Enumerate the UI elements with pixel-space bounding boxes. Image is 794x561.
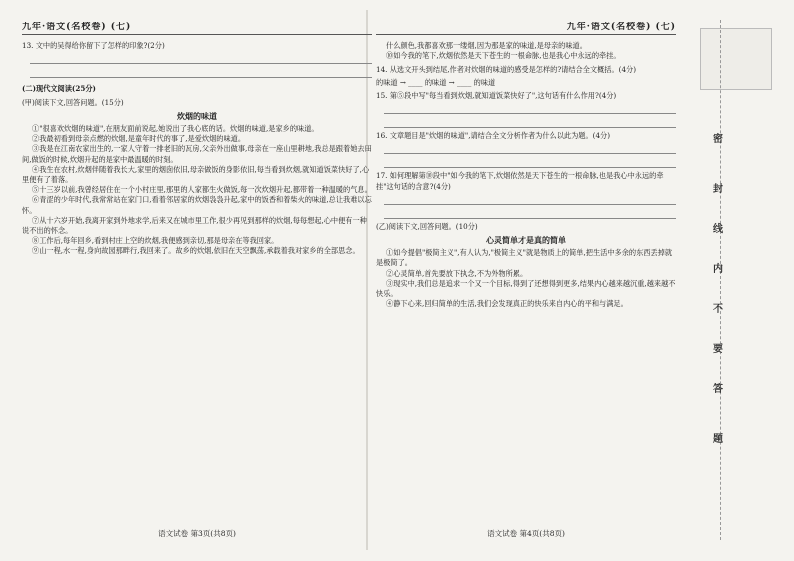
seal-char: 线 — [713, 224, 723, 235]
right-page-header: 九年·语文(名校卷) (七) — [376, 22, 676, 35]
seal-char: 不 — [713, 304, 723, 315]
essay-paragraph: ⑦从十六岁开始,我离开家到外地求学,后来又在城市里工作,很少再见到那样的炊烟,每每想起,心中便有一种说不出的怀念。 — [22, 215, 367, 236]
essay2-paragraph: ④静下心来,回归简单的生活,我们会发现真正的快乐来自内心的平和与满足。 — [386, 299, 628, 309]
essay-paragraph: ②我最初看到母亲点燃的炊烟,是童年时代的事了,是爱炊烟的味道。 — [32, 134, 246, 144]
essay2-paragraph: ②心灵简单,首先要放下执念,不为外物所累。 — [386, 268, 528, 278]
left-page-header: 九年·语文(名校卷) (七) — [22, 22, 372, 35]
essay-paragraph: 什么颜色,我都喜欢那一缕烟,因为那是家的味道,是母亲的味道。 — [386, 41, 587, 51]
essay-title: 炊烟的味道 — [177, 110, 217, 121]
essay-paragraph: ⑩如今我的笔下,炊烟依然是天下苍生的一根命脉,也是我心中永远的牵挂。 — [386, 51, 621, 61]
answer-line[interactable] — [384, 157, 676, 168]
seal-char: 题 — [713, 434, 723, 445]
question-14-blanks: 的味道 → ____ 的味道 → ____ 的味道 — [376, 77, 496, 87]
essay-paragraph: ⑤十三岁以前,我曾经居住在一个小村庄里,那里的人家都生火做饭,每一次炊烟升起,都带着一种温暖的气息。 — [32, 185, 372, 195]
right-page-footer: 语文试卷 第4页(共8页) — [487, 529, 565, 538]
answer-line[interactable] — [384, 103, 676, 114]
essay-paragraph: ⑧工作后,每年回乡,看到村庄上空的炊烟,我便感到亲切,那是母亲在等我回家。 — [32, 236, 279, 246]
seal-char: 答 — [713, 384, 723, 395]
question-14: 14. 从选文开头到结尾,作者对炊烟的味道的感受是怎样的?请结合全文概括。(4分) — [376, 64, 637, 74]
essay-paragraph: ③我是在江南农家出生的,一家人守着一排老旧的瓦房,父亲外出做事,母亲在一座山里耕地,我总是跟着她去田间,做饭的时候,炊烟升起的是家中最温暖的时刻。 — [22, 144, 372, 164]
essay2-paragraph: ①如今提倡"极简主义",有人认为,"极简主义"就是物质上的简单,把生活中多余的东西丢掉就是极简了。 — [376, 248, 673, 268]
part-a-instruction: (甲)阅读下文,回答问题。(15分) — [22, 97, 124, 107]
essay-paragraph: ④我生在农村,炊烟伴随着我长大,家里的烟囱依旧,母亲做饭的身影依旧,每当看到炊烟,就知道饭菜快好了,心里便有了着落。 — [22, 164, 370, 185]
essay2-paragraph: ③现实中,我们总是追求一个又一个目标,得到了还想得到更多,结果内心越来越沉重,越来越不快乐。 — [376, 278, 676, 299]
essay-paragraph: ⑨山一程,水一程,身向故园那畔行,我回来了。故乡的炊烟,依旧在天空飘荡,承载着我对家乡的全部思念。 — [32, 246, 360, 256]
essay-paragraph: ①"很喜欢炊烟的味道",在朋友面前说起,她说出了我心底的话。炊烟的味道,是家乡的味道。 — [32, 124, 319, 134]
left-page — [22, 22, 372, 530]
answer-line[interactable] — [384, 117, 676, 128]
essay-paragraph: ⑥青涩的少年时代,我常常站在家门口,看着邻居家的炊烟袅袅升起,家中的饭香和着柴火的味道,总让我难以忘怀。 — [22, 195, 372, 215]
part-b-instruction: (乙)阅读下文,回答问题。(10分) — [376, 221, 478, 231]
section-title: (二)现代文阅读(25分) — [22, 84, 96, 94]
answer-line[interactable] — [384, 194, 676, 205]
essay2-title: 心灵简单才是真的简单 — [486, 235, 566, 246]
answer-line[interactable] — [384, 143, 676, 154]
seal-char: 密 — [713, 134, 723, 145]
seal-margin-strip — [686, 20, 778, 540]
question-16: 16. 文章题目是"炊烟的味道",请结合全文分析作者为什么以此为题。(4分) — [376, 131, 611, 141]
seal-char: 内 — [713, 264, 723, 275]
seal-char: 封 — [713, 184, 723, 195]
right-page — [376, 22, 676, 530]
answer-line[interactable] — [384, 208, 676, 219]
seal-line — [720, 20, 721, 540]
left-page-footer: 语文试卷 第3页(共8页) — [158, 529, 236, 538]
question-15: 15. 第⑤段中写"每当看到炊烟,就知道饭菜快好了",这句话有什么作用?(4分) — [376, 91, 617, 101]
seal-char: 要 — [713, 344, 723, 355]
question-17: 17. 如何理解第⑩段中"如今我的笔下,炊烟依然是天下苍生的一根命脉,也是我心中永远的牵挂"这句话的含意?(4分) — [376, 171, 664, 191]
question-13: 13. 文中的吴得给你留下了怎样的印象?(2分) — [22, 41, 165, 51]
answer-line[interactable] — [30, 67, 372, 78]
answer-line[interactable] — [30, 53, 372, 64]
